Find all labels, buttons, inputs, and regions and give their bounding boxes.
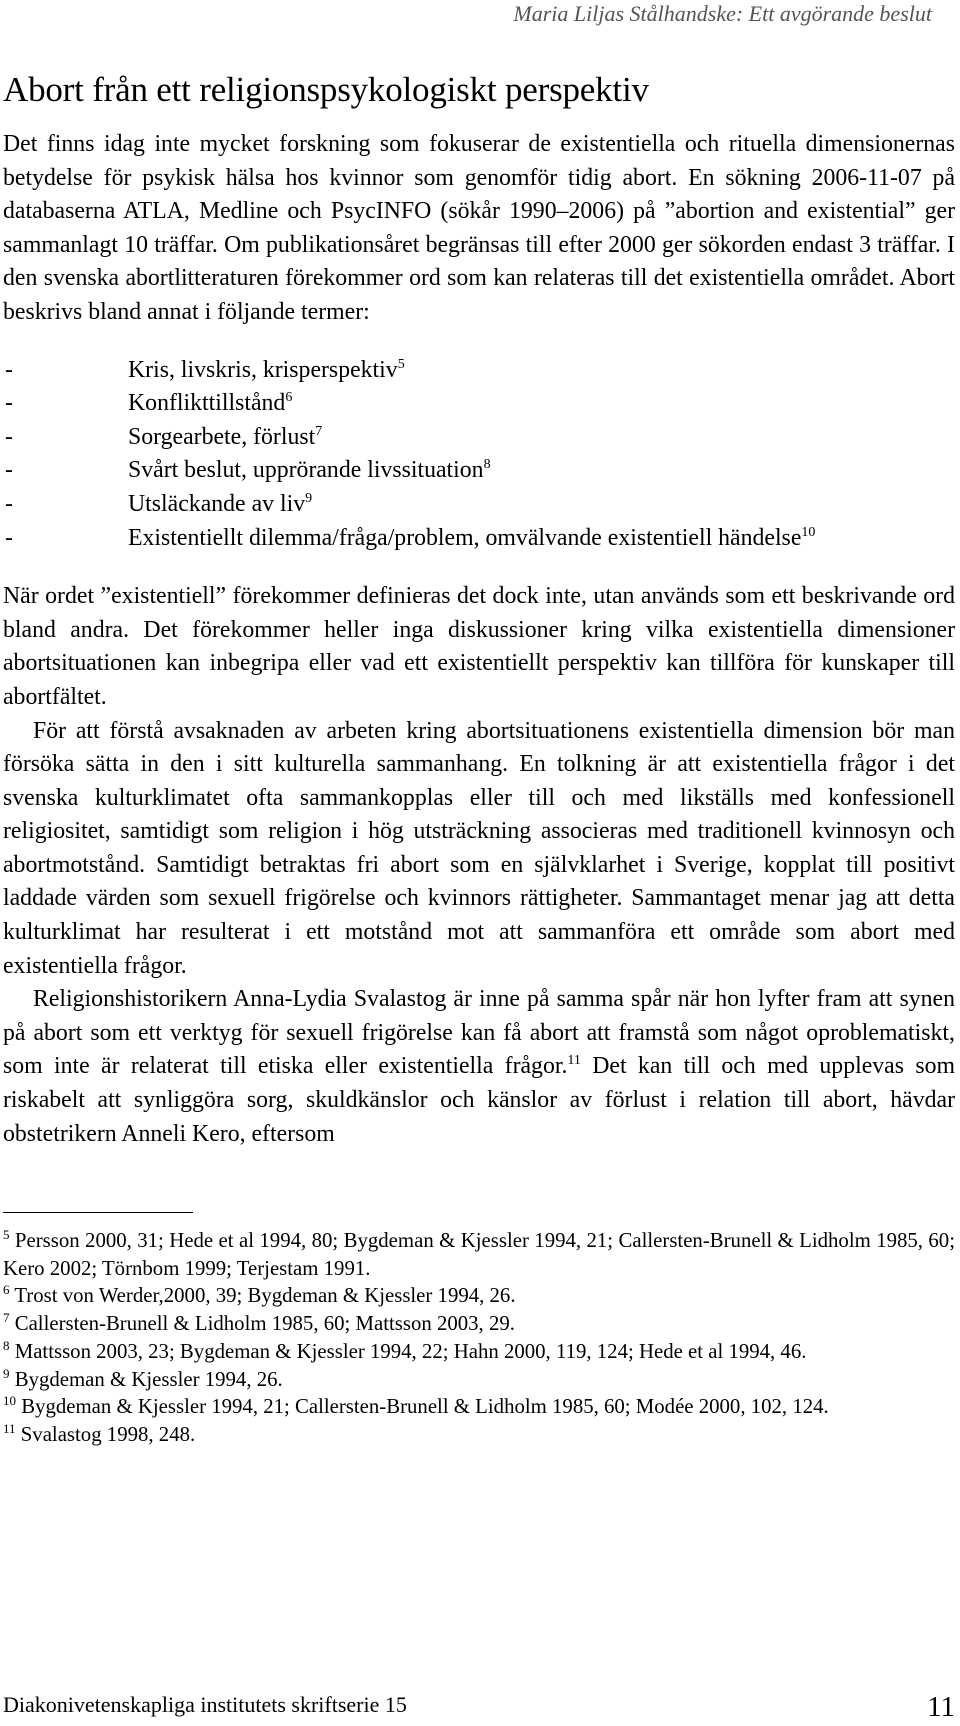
page-number: 11: [927, 1691, 955, 1723]
term-text: Konflikttillstånd: [128, 390, 286, 417]
term-text: Svårt beslut, upprörande livssituation: [128, 457, 484, 484]
section-heading: Abort från ett religionspsykologiskt perspektiv: [3, 70, 649, 109]
footnote-number: 11: [3, 1421, 16, 1436]
footnote-ref[interactable]: 7: [315, 423, 323, 439]
footnote-number: 6: [3, 1282, 10, 1298]
term-text: Existentiellt dilemma/fråga/problem, omvälvande existentiell händelse: [128, 524, 802, 551]
paragraph-text: Det kan till och med upplevas som riskabelt att synliggöra sorg, skuldkänslor och känslor av förlust i relation till abort, hävdar obstetrikern Anneli Kero, eftersom: [3, 1053, 955, 1147]
footnote-separator: [3, 1212, 193, 1213]
body-paragraph: När ordet ”existentiell” förekommer definieras det dock inte, utan används som ett beskrivande ord bland andra. Det förekommer heller inga diskussioner kring vilka existentiella dimensioner abortsituationen kan inbegripa eller vad ett existentiellt perspektiv kan tillföra för kunskaper till abortfältet.: [3, 583, 955, 710]
footnote-text: Bygdeman & Kjessler 1994, 21; Callersten-Brunell & Lidholm 1985, 60; Modée 2000, 102, 124.: [16, 1395, 829, 1419]
term-list: [3, 354, 955, 556]
main-content: [3, 68, 955, 1151]
footnote: [3, 1421, 955, 1449]
term-list-item: [3, 354, 955, 388]
footnote: [3, 1282, 955, 1310]
list-dash: -: [5, 524, 13, 551]
term-list-item: [3, 488, 955, 522]
running-header: Maria Liljas Stålhandske: Ett avgörande beslut: [513, 1, 932, 26]
footnote-ref[interactable]: 5: [397, 356, 405, 372]
list-dash: -: [5, 356, 13, 383]
footnote: [3, 1227, 955, 1282]
footnote-number: 7: [3, 1310, 10, 1326]
term-list-item: [3, 522, 955, 556]
footnote-number: 8: [3, 1337, 10, 1353]
footnote-text: Mattsson 2003, 23; Bygdeman & Kjessler 1994, 22; Hahn 2000, 119, 124; Hede et al 1994, 46.: [9, 1339, 807, 1363]
body-paragraph: [3, 983, 955, 1151]
term-list-item: [3, 454, 955, 488]
list-dash: -: [5, 457, 13, 484]
footnote-number: 5: [3, 1227, 10, 1243]
term-text: Kris, livskris, krisperspektiv: [128, 356, 398, 383]
list-dash: -: [5, 490, 13, 517]
term-list-item: [3, 421, 955, 455]
paragraph-text: Religionshistorikern Anna-Lydia Svalastog är inne på samma spår när hon lyfter fram att synen på abort som ett verktyg för sexuell frigörelse kan få abort att framstå som något oproblematiskt, som inte är relaterat till etiska eller existentiella frågor.: [3, 986, 955, 1080]
term-text: Sorgearbete, förlust: [128, 423, 316, 450]
footnote-ref[interactable]: 9: [305, 491, 313, 507]
footnote: [3, 1366, 955, 1394]
footnote: [3, 1393, 955, 1421]
footnote-text: Callersten-Brunell & Lidholm 1985, 60; Mattsson 2003, 29.: [9, 1312, 515, 1336]
footnotes: [3, 1227, 955, 1449]
footnote-text: Persson 2000, 31; Hede et al 1994, 80; Bygdeman & Kjessler 1994, 21; Callersten-Brunell & Lidholm 1985, 60; Kero 2002; Törnbom 1999; Terjestam 1991.: [3, 1229, 955, 1280]
term-list-item: [3, 387, 955, 421]
footnote-text: Bygdeman & Kjessler 1994, 26.: [9, 1367, 283, 1391]
term-text: Utsläckande av liv: [128, 490, 306, 517]
footnote-text: Trost von Werder,2000, 39; Bygdeman & Kjessler 1994, 26.: [9, 1284, 516, 1308]
body-paragraph: För att förstå avsaknaden av arbeten kring abortsituationens existentiella dimension bör man försöka sätta in den i sitt kulturella sammanhang. En tolkning är att existentiella frågor i det svenska kulturklimatet ofta sammankopplas eller till och med likställs med konfessionell religiositet, samtidigt som religion i hög utsträckning associeras med traditionell kvinnosyn och abortmotstånd. Samtidigt betraktas fri abort som en självklarhet i Sverige, kopplat till positivt laddade värden som sexuell frigörelse och kvinnors rättigheter. Sammantaget menar jag att detta kulturklimat har resulterat i ett motstånd mot att sammanföra ett område som abort med existentiella frågor.: [3, 717, 955, 979]
series-footer: Diakonivetenskapliga institutets skriftserie 15: [3, 1692, 407, 1717]
footnote-number: 9: [3, 1365, 10, 1381]
footnote: [3, 1338, 955, 1366]
footnote-number: 10: [3, 1393, 16, 1409]
footnote-ref[interactable]: 11: [567, 1053, 581, 1069]
footnote-ref[interactable]: 6: [285, 390, 293, 406]
footnote: [3, 1310, 955, 1338]
list-dash: -: [5, 423, 13, 450]
list-dash: -: [5, 390, 13, 417]
footnote-ref[interactable]: 10: [801, 524, 816, 540]
footnote-ref[interactable]: 8: [483, 457, 491, 473]
intro-paragraph: Det finns idag inte mycket forskning som fokuserar de existentiella och rituella dimensionernas betydelse för psykisk hälsa hos kvinnor som genomför tidig abort. En sökning 2006-11-07 på databaserna ATLA, Medline och PsycINFO (sökår 1990–2006) på ”abortion and existential” ger sammanlagt 10 träffar. Om publikationsåret begränsas till efter 2000 ger sökorden endast 3 träffar. I den svenska abortlitteraturen förekommer ord som kan relateras till det existentiella området. Abort beskrivs bland annat i följande termer:: [3, 131, 955, 325]
footnote-text: Svalastog 1998, 248.: [15, 1422, 196, 1446]
